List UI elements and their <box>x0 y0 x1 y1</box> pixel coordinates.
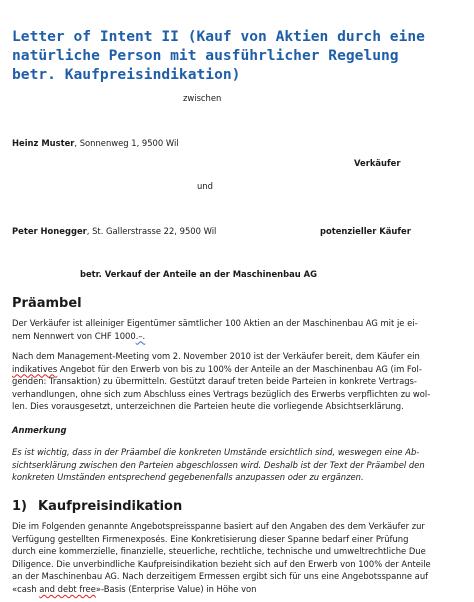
buyer-address: , St. Gallerstrasse 22, 9500 Wil <box>86 226 217 236</box>
text-line <box>12 583 464 596</box>
text-run: nem Nennwert von CHF 1000 <box>12 330 136 341</box>
section-title: Kaufpreisindikation <box>38 499 183 514</box>
seller-role: Verkäufer <box>354 158 401 168</box>
subject-line: betr. Verkauf der Anteile an der Maschinenbau AG <box>80 269 317 279</box>
text-line: Der Verkäufer ist alleiniger Eigentümer sämtlicher 100 Aktien an der Maschinenbau AG mit je ei- <box>12 318 418 328</box>
text-run: »-Basis (Enterprise Value) in Höhe von <box>95 583 257 594</box>
text-line: an der Maschinenbau AG. Nach derzeitigem Ermessen ergibt sich für uns eine Angebotsspanne auf <box>12 571 429 582</box>
title-line: natürliche Person mit ausführlicher Regelung <box>12 47 399 64</box>
title-line: betr. Kaufpreisindikation) <box>12 66 241 83</box>
text-line: Die im Folgenden genannte Angebotspreisspanne basiert auf den Angaben des dem Verkäufer zur <box>12 521 425 531</box>
seller-name: Heinz Muster <box>12 138 75 148</box>
document-title <box>12 27 470 84</box>
preamble-paragraph-1 <box>12 317 464 342</box>
spelling-mark: indikatives <box>12 363 58 374</box>
seller-line <box>12 138 179 149</box>
buyer-name: Peter Honegger <box>12 226 87 236</box>
title-line: Letter of Intent II (Kauf von Aktien durch eine <box>12 28 425 45</box>
text-line <box>12 363 464 376</box>
section-1-paragraph <box>12 520 464 596</box>
text-line: genden: Transaktion) zu übermitteln. Gestützt darauf treten beide Parteien in konkrete Vertrags- <box>12 376 417 387</box>
buyer-line <box>12 226 216 237</box>
preamble-paragraph-2 <box>12 350 464 413</box>
text-line: Diligence. Die unverbindliche Kaufpreisindikation bezieht sich auf den Erwerb von 100% der Anteile <box>12 558 431 569</box>
text-line: Verfügung gestellten Firmenexposés. Eine Konkretisierung dieser Spanne bedarf einer Prüfung <box>12 533 409 544</box>
seller-address: , Sonnenweg 1, 9500 Wil <box>74 138 179 148</box>
text-line <box>12 330 464 343</box>
note-paragraph <box>12 446 464 484</box>
text-line: verhandlungen, ohne sich zum Abschluss eines Vertrags bezüglich des Erwerbs verpflichten zu wol- <box>12 388 431 399</box>
text-run: «cash <box>12 583 40 594</box>
spelling-mark: and debt free <box>39 583 96 594</box>
preamble-heading: Präambel <box>12 296 82 311</box>
buyer-role: potenzieller Käufer <box>320 226 411 236</box>
section-1-heading <box>12 499 182 515</box>
section-number: 1) <box>12 499 27 514</box>
between-text: zwischen <box>183 93 222 103</box>
text-line: konkreten Umständen entsprechend gegebenenfalls anzupassen oder zu ergänzen. <box>12 472 364 483</box>
text-line: Es ist wichtig, dass in der Präambel die konkreten Umstände ersichtlich sind, weswegen eine Ab- <box>12 447 420 457</box>
text-line: Nach dem Management-Meeting vom 2. November 2010 ist der Verkäufer bereit, dem Käufer ein <box>12 351 420 361</box>
text-line: durch eine kommerzielle, finanzielle, steuerliche, rechtliche, technische und umweltrechtliche Due <box>12 546 426 557</box>
text-line: len. Dies vorausgesetzt, unterzeichnen die Parteien heute die vorliegende Absichtserklärung. <box>12 401 404 412</box>
grammar-mark: .–. <box>135 330 146 341</box>
text-run: Angebot für den Erwerb von bis zu 100% der Anteile an der Maschinenbau AG (im Fol- <box>57 363 422 374</box>
note-heading: Anmerkung <box>12 425 67 435</box>
and-text: und <box>197 181 213 191</box>
text-line: sichtserklärung zwischen den Parteien abgeschlossen wird. Deshalb ist der Text der Präambel den <box>12 459 425 470</box>
